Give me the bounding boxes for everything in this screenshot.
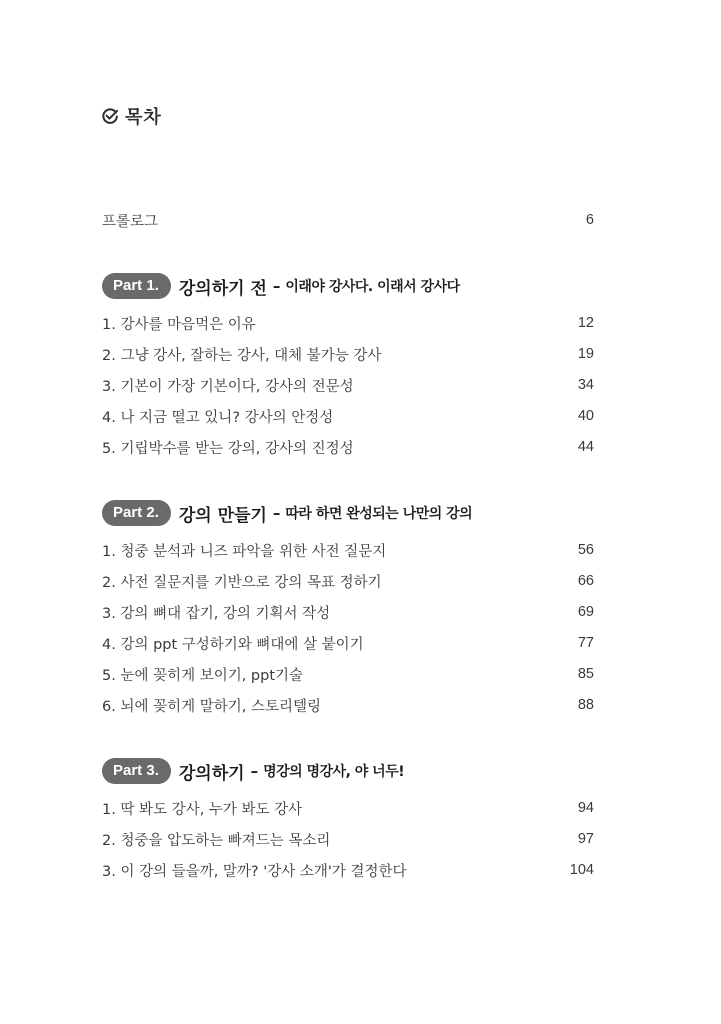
entry-page: 77 [577,635,594,651]
part-1-heading [102,273,460,299]
part-separator: – [250,762,259,780]
entry-label: 프롤로그 [102,213,159,230]
entry-label: 2. 그냥 강사, 잘하는 강사, 대체 불가능 강사 [102,347,382,364]
toc-entry[interactable] [102,798,594,818]
toc-entry[interactable] [102,313,594,333]
check-circle-icon [101,107,119,125]
toc-entry[interactable] [102,437,594,457]
toc-entry[interactable] [102,860,594,880]
part-3-heading [102,758,404,784]
part-title: 강의하기 [178,763,245,784]
entry-page: 40 [577,408,594,424]
part-separator: – [272,504,281,522]
part-title: 강의 만들기 [178,505,267,526]
toc-entry[interactable] [102,540,594,560]
entry-page: 12 [577,315,594,331]
entry-page: 19 [577,346,594,362]
toc-entry[interactable] [102,829,594,849]
entry-page: 6 [585,212,594,228]
entry-label: 3. 이 강의 들을까, 말까? '강사 소개'가 결정한다 [102,863,407,880]
entry-label: 5. 눈에 꽂히게 보이기, ppt기술 [102,667,304,684]
toc-entry[interactable] [102,344,594,364]
toc-entry[interactable] [102,602,594,622]
entry-label: 2. 사전 질문지를 기반으로 강의 목표 정하기 [102,574,382,591]
entry-label: 5. 기립박수를 받는 강의, 강사의 진정성 [102,440,354,457]
toc-entry-prologue[interactable] [102,210,594,230]
toc-header [101,103,162,129]
toc-entry[interactable] [102,571,594,591]
entry-page: 34 [577,377,594,393]
entry-label: 1. 청중 분석과 니즈 파악을 위한 사전 질문지 [102,543,387,560]
part-separator: – [272,277,281,295]
part-subtitle: 명강의 명강사, 야 너두! [263,764,405,780]
toc-entry[interactable] [102,633,594,653]
entry-label: 1. 딱 봐도 강사, 누가 봐도 강사 [102,801,303,818]
toc-entry[interactable] [102,695,594,715]
toc-entry[interactable] [102,375,594,395]
entry-label: 4. 나 지금 떨고 있니? 강사의 안정성 [102,409,334,426]
part-badge: Part 3. [102,758,171,784]
entry-label: 6. 뇌에 꽂히게 말하기, 스토리텔링 [102,698,321,715]
part-subtitle: 따라 하면 완성되는 나만의 강의 [285,506,473,522]
entry-label: 3. 강의 뼈대 잡기, 강의 기획서 작성 [102,605,331,622]
part-2-heading [102,500,472,526]
entry-page: 104 [569,862,594,878]
toc-entry[interactable] [102,664,594,684]
toc-entry[interactable] [102,406,594,426]
entry-label: 2. 청중을 압도하는 빠져드는 목소리 [102,832,331,849]
entry-label: 1. 강사를 마음먹은 이유 [102,316,256,333]
entry-label: 4. 강의 ppt 구성하기와 뼈대에 살 붙이기 [102,636,364,653]
part-title: 강의하기 전 [178,278,267,299]
part-badge: Part 1. [102,273,171,299]
entry-page: 85 [577,666,594,682]
entry-page: 94 [577,800,594,816]
entry-page: 88 [577,697,594,713]
entry-label: 3. 기본이 가장 기본이다, 강사의 전문성 [102,378,354,395]
entry-page: 69 [577,604,594,620]
entry-page: 44 [577,439,594,455]
toc-title: 목차 [125,107,162,128]
entry-page: 56 [577,542,594,558]
entry-page: 97 [577,831,594,847]
entry-page: 66 [577,573,594,589]
part-badge: Part 2. [102,500,171,526]
part-subtitle: 이래야 강사다. 이래서 강사다 [285,279,460,295]
